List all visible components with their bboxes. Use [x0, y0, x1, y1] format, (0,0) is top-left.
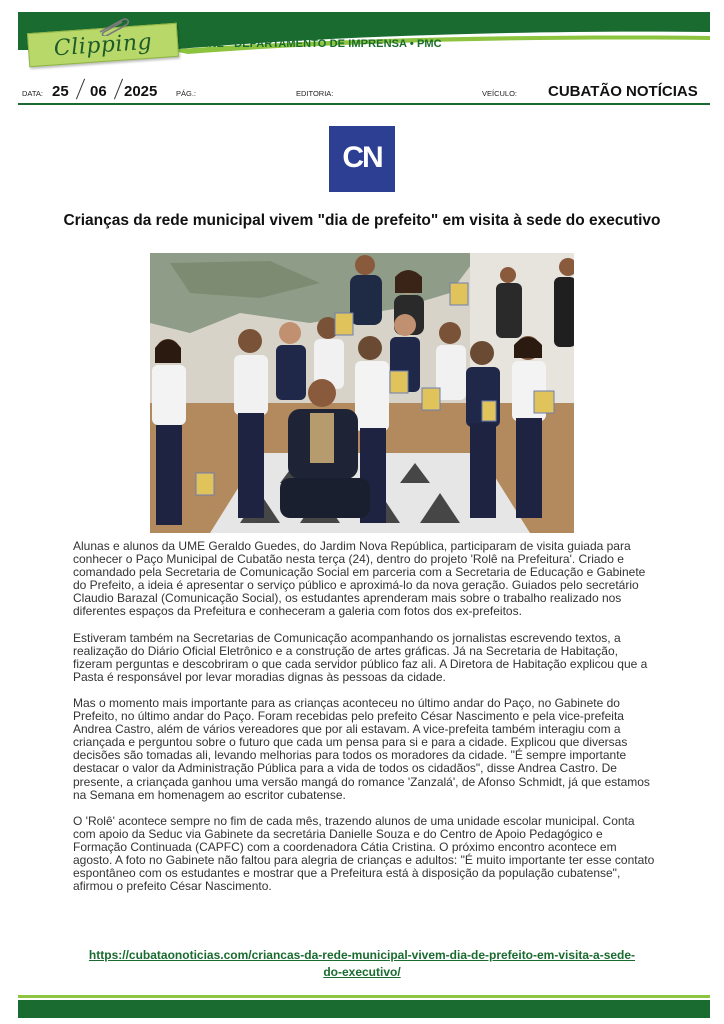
- date-month: 06: [90, 83, 107, 100]
- group-photo-illustration: [150, 253, 574, 533]
- meta-divider: [18, 103, 710, 105]
- article-paragraph: Alunas e alunos da UME Geraldo Guedes, do Jardim Nova República, participaram de visita guiada para conhecer o Paço Municipal de Cubatão nesta terça (24), dentro do projeto 'Rolê na Prefeitura'. Criado e comandado pela Secretaria de Comunicação Social em parceria com a Secretaria de Educação e Gabinete do Prefeito, a ideia é apresentar o serviço público e aproximá-lo da nova geração. Guiados pelo secretário Claudio Barazal (Comunicação Social), os estudantes aprenderam mais sobre o trabalho realizado nos diferentes espaços da Prefeitura e conheceram a galeria com fotos dos ex-prefeitos.: [73, 539, 646, 619]
- date-label: DATA:: [22, 89, 43, 98]
- clipping-label: Clipping: [53, 29, 153, 61]
- date-separator: [114, 79, 123, 100]
- footer-band: [18, 1000, 710, 1018]
- department-line: ON-LINE • DEPARTAMENTO DE IMPRENSA • PMC: [178, 38, 442, 50]
- cubatao-noticias-logo: [329, 126, 395, 192]
- source-link-line1[interactable]: https://cubataonoticias.com/criancas-da-rede-municipal-vivem-dia-de-prefeito-em-visita-a-sede-: [88, 948, 636, 962]
- date-year: 2025: [124, 83, 158, 100]
- article-paragraph: O 'Rolê' acontece sempre no fim de cada mês, trazendo alunos de uma unidade escolar municipal. Conta com apoio da Seduc via Gabinete da secretária Danielle Souza e do Centro de Apoio Pedagógico e Formação Continuada (CAPFC) com a coordenadora Cátia Cristina. O próximo encontro acontece em agosto. A foto no Gabinete não faltou para alegria de crianças e adultos: "É muito importante ter esse contato espontâneo com os estudantes e mostrar que a Prefeitura está à disposição da população cubatense", afirmou o prefeito César Nascimento.: [73, 813, 655, 894]
- page-label: PÁG.:: [176, 89, 197, 98]
- footer-accent-line: [18, 995, 710, 998]
- article-title: Crianças da rede municipal vivem "dia de prefeito" em visita à sede do executivo: [63, 212, 661, 229]
- editoria-label: EDITORIA:: [296, 89, 334, 98]
- date-separator: [76, 79, 85, 100]
- article-body: [73, 540, 655, 906]
- article-paragraph: Mas o momento mais importante para as crianças aconteceu no último andar do Paço, no Gabinete do Prefeito, no último andar do Paço. Foram recebidas pelo prefeito César Nascimento e pela vice-prefeita Andrea Castro, além de vários vereadores que por ali estavam. A vice-prefeita também interagiu com a criançada e perguntou sobre o futuro que cada um pensa para si e para a cidade. Explicou que diversas decisões são tomadas ali, levando melhorias para todos os moradores da cidade. "É sempre importante destacar o valor da Administração Pública para a vida de todos os cidadãos", disse Andrea Castro. De presente, a criançada ganhou uma versão mangá do romance 'Zanzalá', de Afonso Schmidt, já que estamos na Semana em homenagem ao escritor cubatense.: [73, 695, 650, 802]
- article-paragraph: Estiveram também na Secretarias de Comunicação acompanhando os jornalistas escrevendo textos, a realização do Diário Oficial Eletrônico e a construção de artes gráficas. Já na Secretaria de Habitação, fizeram perguntas e descobriram o que cada servidor público faz ali. A Diretora de Habitação explicou que a Pasta é responsável por levar moradias dignas às pessoas da cidade.: [73, 630, 648, 684]
- article-photo: [150, 253, 574, 533]
- logo-text: CN: [342, 140, 382, 174]
- date-day: 25: [52, 83, 69, 100]
- paperclip-icon: [96, 14, 132, 36]
- source-link-line2[interactable]: do-executivo/: [323, 965, 401, 979]
- vehicle-name: CUBATÃO NOTÍCIAS: [548, 83, 698, 100]
- vehicle-label: VEÍCULO:: [482, 89, 518, 98]
- source-link[interactable]: [40, 947, 684, 981]
- clipping-meta: [22, 78, 710, 102]
